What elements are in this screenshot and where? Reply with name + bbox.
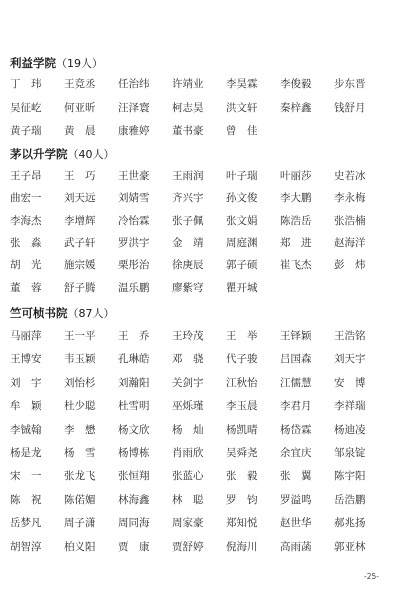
name-row	[10, 492, 388, 508]
person-name: 李增辉	[64, 214, 96, 227]
person-name: 赵海洋	[334, 236, 366, 249]
section-count: （40人）	[67, 148, 115, 161]
person-name: 王雨润	[172, 170, 204, 182]
person-name: 郑 进	[280, 236, 312, 249]
person-name: 杨 雪	[64, 447, 96, 459]
person-name: 杨文欣	[118, 423, 150, 436]
person-name: 张恒翔	[118, 470, 150, 483]
person-name: 汪泽寰	[118, 101, 150, 114]
person-name: 杨 灿	[172, 423, 204, 436]
person-name: 杜少聪	[64, 400, 96, 413]
person-name: 瞿开城	[226, 281, 258, 294]
person-name: 李永梅	[334, 192, 366, 205]
section-title-3	[10, 305, 115, 321]
person-name: 邓 骁	[172, 353, 204, 366]
person-name: 李海杰	[10, 214, 42, 227]
person-name: 贾 康	[118, 540, 150, 553]
person-name: 肖雨欣	[172, 447, 204, 459]
section-title-2	[10, 146, 115, 162]
person-name: 倪海川	[226, 540, 258, 553]
person-name: 巫烁瑾	[172, 400, 204, 413]
person-name: 安 博	[334, 376, 366, 389]
section-count: （87人）	[67, 307, 115, 320]
person-name: 韦玉颖	[64, 353, 96, 366]
person-name: 董 蓉	[10, 281, 42, 294]
name-row	[10, 539, 388, 555]
person-name: 刘 宇	[10, 376, 42, 389]
section-title-1	[10, 55, 103, 71]
name-row	[10, 235, 388, 251]
person-name: 温乐鹏	[118, 281, 150, 294]
person-name: 杨岱霖	[280, 423, 312, 436]
person-name: 高雨菡	[280, 540, 312, 553]
person-name: 周庭渊	[226, 236, 258, 249]
section-name: 竺可桢书院	[10, 306, 68, 320]
name-row	[10, 100, 388, 116]
person-name: 周同海	[118, 517, 150, 530]
person-name: 黄子瑞	[10, 125, 42, 137]
person-name: 周子潇	[64, 517, 96, 530]
person-name: 张子佩	[172, 214, 204, 227]
person-name: 栗彤治	[118, 259, 150, 272]
person-name: 刘瀚阳	[118, 376, 150, 389]
name-row	[10, 515, 388, 531]
person-name: 江儒慧	[280, 376, 312, 389]
person-name: 邹泉锭	[334, 447, 366, 459]
person-name: 武子轩	[64, 236, 96, 249]
person-name: 李俊毅	[280, 78, 312, 90]
person-name: 杨是龙	[10, 447, 42, 459]
person-name: 杜雪明	[118, 400, 150, 413]
name-row	[10, 468, 388, 484]
person-name: 王铎颖	[280, 330, 312, 342]
name-row	[10, 280, 280, 296]
person-name: 王 举	[226, 330, 258, 342]
person-name: 王 巧	[64, 170, 96, 182]
person-name: 施宗媛	[64, 259, 96, 272]
person-name: 贾舒婷	[172, 540, 204, 553]
person-name: 张 翼	[280, 470, 312, 483]
person-name: 孔琳皓	[118, 353, 150, 366]
person-name: 郝兆扬	[334, 517, 366, 530]
person-name: 罗溢鸣	[280, 493, 312, 506]
person-name: 曲宏一	[10, 192, 42, 205]
person-name: 曾 佳	[226, 125, 258, 137]
person-name: 张龙飞	[64, 470, 96, 483]
person-name: 李昊霖	[226, 78, 258, 90]
section-name: 茅以升学院	[10, 147, 68, 161]
person-name: 李祥瑞	[334, 400, 366, 413]
person-name: 林海鑫	[118, 493, 150, 506]
person-name: 彭 炜	[334, 259, 366, 272]
name-row	[10, 445, 388, 461]
person-name: 周家豪	[172, 517, 204, 530]
name-row	[10, 123, 280, 139]
person-name: 关剑宇	[172, 376, 204, 389]
person-name: 史若冰	[334, 170, 366, 182]
person-name: 赵世华	[280, 517, 312, 530]
name-row	[10, 375, 388, 391]
person-name: 杨凯晴	[226, 423, 258, 436]
section-name: 利益学院	[10, 56, 56, 70]
name-row	[10, 76, 388, 92]
person-name: 刘天远	[64, 192, 96, 205]
person-name: 王博安	[10, 353, 42, 366]
person-name: 岳梦凡	[10, 517, 42, 530]
person-name: 郭子硕	[226, 259, 258, 272]
person-name: 王竞丞	[64, 78, 96, 90]
person-name: 钱舒月	[334, 101, 366, 114]
person-name: 洪文轩	[226, 101, 258, 114]
person-name: 许靖业	[172, 78, 204, 90]
name-row	[10, 398, 388, 414]
person-name: 宋 一	[10, 470, 42, 483]
person-name: 李玉晨	[226, 400, 258, 413]
name-row	[10, 213, 388, 229]
name-row	[10, 328, 388, 344]
person-name: 刘天宇	[334, 353, 366, 366]
person-name: 柯志昊	[172, 101, 204, 114]
name-row	[10, 168, 388, 184]
person-name: 李大鹏	[280, 192, 312, 205]
person-name: 张文娟	[226, 214, 258, 227]
person-name: 郑知悦	[226, 517, 258, 530]
person-name: 张蓝心	[172, 470, 204, 483]
person-name: 康雅婷	[118, 125, 150, 137]
person-name: 林 聪	[172, 493, 204, 506]
page-number: -25-	[364, 572, 379, 581]
person-name: 何亚昕	[64, 101, 96, 114]
person-name: 余宜庆	[280, 447, 312, 459]
person-name: 胡智淳	[10, 540, 42, 553]
name-row	[10, 257, 388, 273]
person-name: 冷怡霖	[118, 214, 150, 227]
person-name: 马丽萍	[10, 330, 42, 342]
person-name: 陈 祝	[10, 493, 42, 506]
name-row	[10, 422, 388, 438]
person-name: 王浩铭	[334, 330, 366, 342]
person-name: 柏义阳	[64, 540, 96, 553]
person-name: 李君月	[280, 400, 312, 413]
person-name: 罗洪宇	[118, 236, 150, 249]
person-name: 王世豪	[118, 170, 150, 182]
person-name: 秦梓鑫	[280, 101, 312, 114]
person-name: 金 靖	[172, 236, 204, 249]
person-name: 吴舜尧	[226, 447, 258, 459]
person-name: 刘怡杉	[64, 376, 96, 389]
person-name: 代子骏	[226, 353, 258, 366]
person-name: 吴征屹	[10, 101, 42, 114]
person-name: 叶子瑞	[226, 170, 258, 182]
person-name: 董书豪	[172, 125, 204, 137]
person-name: 杨迪凌	[334, 423, 366, 436]
person-name: 王一平	[64, 330, 96, 342]
person-name: 丁 玮	[10, 78, 42, 90]
person-name: 步东晋	[334, 78, 366, 90]
person-name: 王玲茂	[172, 330, 204, 342]
person-name: 岳浩鹏	[334, 493, 366, 506]
person-name: 胡 光	[10, 259, 42, 272]
person-name: 任治纬	[118, 78, 150, 90]
person-name: 廖紫穹	[172, 281, 204, 294]
person-name: 张 淼	[10, 236, 42, 249]
person-name: 刘婧雪	[118, 192, 150, 205]
person-name: 牟 颖	[10, 400, 42, 413]
person-name: 郭亚林	[334, 540, 366, 553]
person-name: 陈宇阳	[334, 470, 366, 483]
person-name: 李铖翰	[10, 423, 42, 436]
person-name: 王 乔	[118, 330, 150, 342]
person-name: 陈偌媚	[64, 493, 96, 506]
person-name: 杨博栋	[118, 447, 150, 459]
name-row	[10, 351, 388, 367]
person-name: 王子昂	[10, 170, 42, 182]
person-name: 张 毅	[226, 470, 258, 483]
person-name: 张浩楠	[334, 214, 366, 227]
person-name: 孙文俊	[226, 192, 258, 205]
person-name: 舒子腾	[64, 281, 96, 294]
person-name: 吕国森	[280, 353, 312, 366]
person-name: 齐兴宇	[172, 192, 204, 205]
person-name: 罗 钧	[226, 493, 258, 506]
person-name: 崔飞杰	[280, 259, 312, 272]
person-name: 黄 晨	[64, 125, 96, 137]
person-name: 江秋怡	[226, 376, 258, 389]
section-count: （19人）	[56, 57, 103, 70]
name-row	[10, 190, 388, 206]
person-name: 叶丽莎	[280, 170, 312, 182]
person-name: 陈浩岳	[280, 214, 312, 227]
person-name: 李 懋	[64, 423, 96, 436]
person-name: 徐庚辰	[172, 259, 204, 272]
